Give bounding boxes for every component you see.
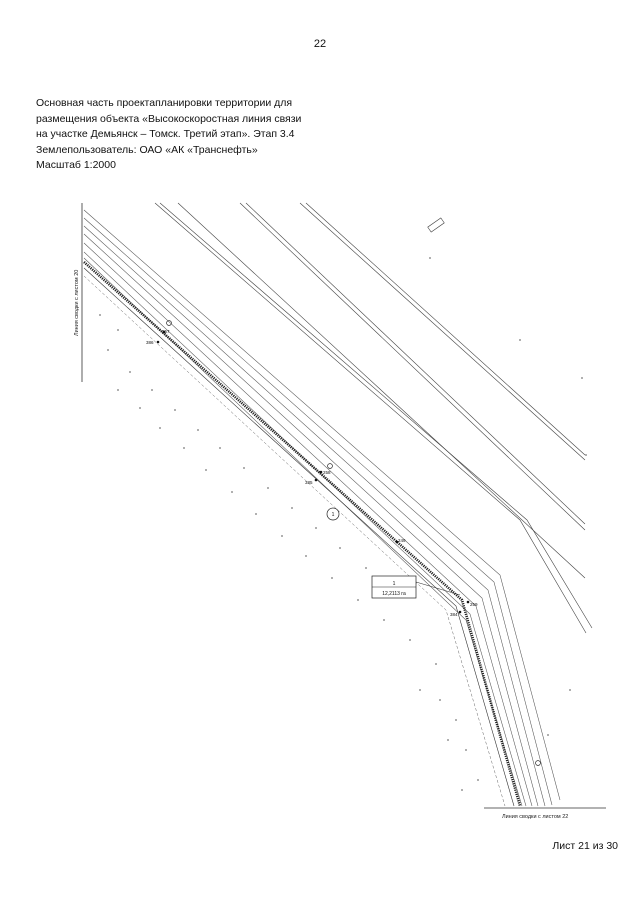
header-line: Основная часть проектапланировки территории для (36, 97, 293, 109)
point-label: 249 (398, 538, 406, 543)
point-markers (157, 331, 470, 614)
page-number: 22 (313, 38, 327, 50)
point-label: 258 (323, 470, 331, 475)
point-label: 384 (450, 612, 458, 617)
zone-number: 1 (331, 512, 335, 518)
point-label: 385 (305, 480, 313, 485)
terrain-marks (99, 257, 587, 791)
point-label: 259 (470, 602, 478, 607)
boundary-line (84, 276, 505, 806)
header-line: Землепользователь: ОАО «АК «Транснефть» (36, 143, 258, 156)
survey-symbols (167, 321, 541, 766)
header-line: размещения объекта «Высокоскоростная линия связи (36, 112, 302, 125)
hatched-strip-edge (84, 268, 514, 806)
area-box-value: 12,2113 га (382, 591, 406, 597)
header-line: на участке Демьянск – Томск. Третий этап». Этап 3.4 (36, 128, 295, 140)
road-lines (155, 203, 592, 633)
point-label: 257 (162, 329, 170, 334)
corridor-lines (84, 210, 560, 806)
sheet-counter: Лист 21 из 30 (552, 840, 618, 852)
header-line: Масштаб 1:2000 (36, 159, 116, 171)
area-box (372, 576, 416, 598)
point-label: 386 (146, 340, 154, 345)
building-outline (428, 218, 445, 232)
left-match-label: Линия сводки с листом 20 (74, 269, 80, 336)
zone-callout (327, 508, 339, 520)
bottom-match-label: Линия сводки с листом 22 (502, 814, 569, 820)
area-box-number: 1 (392, 581, 396, 587)
